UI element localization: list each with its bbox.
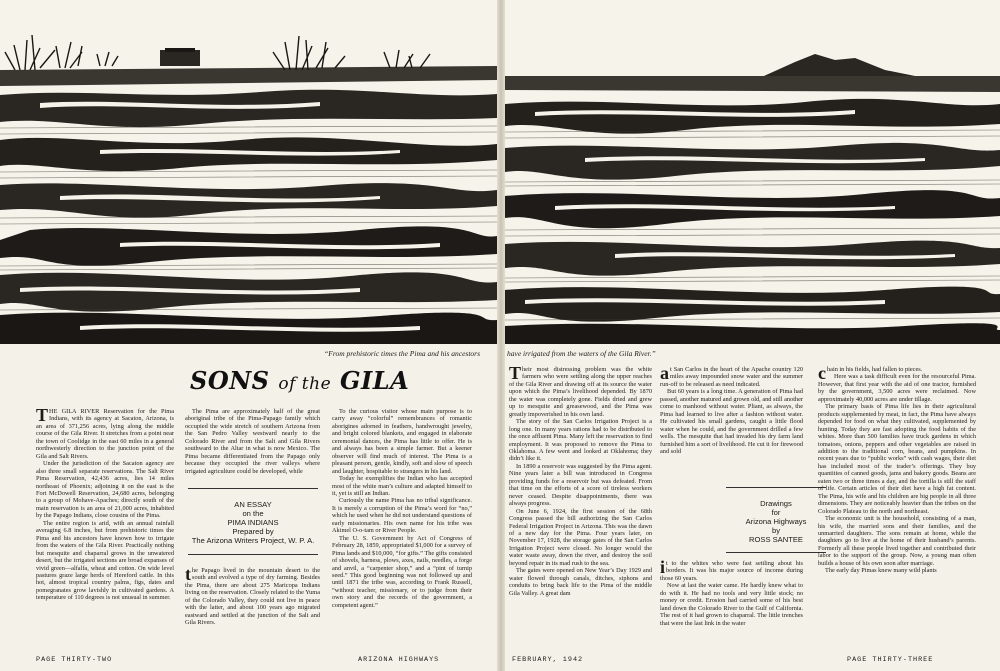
paragraph: the Papago lived in the mountain desert to the south and evolved a type of dry farming. Besides the Pima, there are about 275 Maricopa Indians living on the reservation. Closely related to the Yuma of the Colorado Valley, they could not live in peace with the latter, and about 100 years ago migrated eastward and settled at the junction of the Salt and Gila Rivers. xyxy=(185,564,320,627)
paragraph: The gates were opened on New Year’s Day 1929 and water flowed through canals, ditches, siphons and conduits to bring back life to the Pima of the middle Gila Valley. A great dam xyxy=(509,567,652,597)
credit-label: Arizona Highways xyxy=(745,517,807,526)
paragraph: The economic unit is the household, consisting of a man, his wife, the married sons and their families, and the unmarried daughters. The sons remain at home, while the daughters go to live at the home of their husband’s parents. Formerly all these people lived together and contributed their labor to the support of the group. Now, a young man often builds a house of his own soon after marriage. xyxy=(818,515,976,567)
right-column-1 xyxy=(509,363,652,597)
divider xyxy=(188,488,318,489)
river-landscape-drawing-left xyxy=(0,0,497,344)
right-column-2-top xyxy=(660,363,803,455)
essay-label: PIMA INDIANS xyxy=(227,518,279,527)
paragraph: But 60 years is a long time. A generation of Pima had passed, another matured and grown old, and still another come to manhood without water. Pliant, as always, the Pima had learned to live after a fashion without water. He cultivated his small gardens, caught a little flood water when he could, and the government drilled a few wells. The mesquite that had invaded his dry farm land furnished him a sort of livelihood. He cut it for firewood and sold xyxy=(660,388,803,455)
title-word-of-the: of the xyxy=(278,374,332,394)
paragraph: The U. S. Government by Act of Congress of February 28, 1859, appropriated $1,000 for a survey of Pima lands and $10,000, “for gifts.” The gifts consisted of shovels, harness, plows, axes, nails, needles, a forge and anvil, a “carpenter shop,” and a “pint of turnip seed.” This good beginning was not followed up and until 1871 the tribe was, according to Frank Russell, “without teacher, missionary, or to judge from their own story and the records of the government, a competent agent.” xyxy=(332,534,472,609)
paragraph: Here was a task difficult even for the resourceful Pima. However, that first year with the aid of one tractor, furnished by the government, 3,500 acres were reclaimed. Now approximately 40,000 acres are under tillage. xyxy=(818,373,976,403)
credit-label: by xyxy=(771,526,781,535)
divider xyxy=(726,552,826,553)
essay-label: Prepared by xyxy=(232,527,274,536)
paragraph: at San Carlos in the heart of the Apache country 120 miles away impounded snow water and the summer run-off to be released as need indicated. xyxy=(660,363,803,388)
left-column-1 xyxy=(36,405,174,602)
landscape-illustration-left xyxy=(0,0,497,344)
title-word-gila: GILA xyxy=(340,366,410,395)
right-column-3 xyxy=(818,363,976,575)
divider xyxy=(188,554,318,555)
right-column-2-bottom xyxy=(660,557,803,627)
paragraph: Today he exemplifies the Indian who has accepted most of the white man’s culture and adapted himself to it, yet is still an Indian. xyxy=(332,475,472,497)
essay-label: The Arizona Writers Project, W. P. A. xyxy=(191,536,315,545)
essay-label: AN ESSAY xyxy=(234,500,272,509)
illustration-credit-box xyxy=(721,487,831,553)
magazine-name: ARIZONA HIGHWAYS xyxy=(358,656,440,664)
paragraph: The early day Pimas knew many wild plants xyxy=(825,567,937,575)
left-column-3 xyxy=(332,408,472,609)
paragraph: Curiously the name Pima has no tribal significance. It is merely a corruption of the Pima’s word for “no,” which he used when he did not understand questions of early missionaries. His own name for his tribe was Akimel O-o-tam or River People. xyxy=(332,497,472,535)
illustration-caption-left: “From prehistoric times the Pima and his ancestors xyxy=(324,349,480,358)
illustration-caption-right: have irrigated from the waters of the Gila River.” xyxy=(507,349,656,358)
page-number-left: PAGE THIRTY-TWO xyxy=(36,656,113,664)
page-number-right: PAGE THIRTY-THREE xyxy=(847,656,934,664)
river-landscape-drawing-right xyxy=(505,0,1000,344)
issue-date: FEBRUARY, 1942 xyxy=(512,656,584,664)
divider xyxy=(726,487,826,488)
paragraph: The Pima are approximately half of the great aboriginal tribe of the Pima-Papago family which occupied the wide stretch of southern Arizona from the San Pedro Valley westward nearly to the Colorado River and from the Salt and Gila Rivers southward to the Altar in what is now Mexico. The Pima became differentiated from the Papago only because they occupied the river valleys where irrigated agriculture could be developed, while xyxy=(185,408,320,475)
right-page xyxy=(502,0,1000,671)
paragraph: The primary basis of Pima life lies in their agricultural products supplemented by meat, in fact, the Pima have always depended for food on what they cultivated, supplemented by hunting. Today they are fast adopting the food habits of the whites. More than 500 families have truck gardens in which tomatoes, onions, peppers and other vegetables are raised in addition to the traditional corn, beans, and pumpkins. In recent years due to “public works” with cash wages, their diet has included most of the trader’s offerings. They buy quantities of canned goods, jams and bakery goods. Beans are eaten two or three times a day, and the tortilla is still the staff of life. Certain articles of their diet have a high fat content. The Pima, his wife and his children are big people in all three dimensions. They are noticeably heavier than the tribes on the Colorado Plateau to the north and northeast. xyxy=(818,403,976,515)
left-column-2-bottom xyxy=(185,564,320,627)
paragraph: The entire region is arid, with an annual rainfall averaging 6.8 inches, but from prehistoric times the Pima and his ancestors have known how to irrigate from the waters of the Gila River. Practically nothing but mesquite and chaparral grows in the unwatered desert, but the irrigated sections are broad expanses of vivid green—alfalfa, wheat and cotton. On wide level pastures graze large herds of Hereford cattle. In this hot, almost tropical country palms, figs, dates and pomegranates grow lavishly in cultivated gardens. A temperature of 110 degrees is not unusual in summer. xyxy=(36,519,174,602)
credit-label: Drawings xyxy=(760,499,792,508)
paragraph: THE GILA RIVER Reservation for the Pima Indians, with its agency at Sacaton, Arizona, is an area of 371,256 acres, lying along the middle course of the Gila River. It stretches from a point near the town of Coolidge in the east 60 miles in a general northwesterly direction to the junction point of the Gila and Salt Rivers. xyxy=(36,405,174,460)
paragraph: Now at last the water came. He hardly knew what to do with it. He had no tools and very little stock; no money or credit. Erosion had carried some of his best land down the Colorado River to the Gulf of California. The rest of it had grown to chaparral. The little trenches that were the last link in the water xyxy=(660,582,803,627)
credit-label: ROSS SANTEE xyxy=(748,535,803,544)
title-word-sons: SONS xyxy=(190,366,270,395)
paragraph: chain in his fields, had fallen to pieces. xyxy=(818,363,923,383)
paragraph: The story of the San Carlos Irrigation Project is a long one. In many years rations had to be distributed to the once affluent Pima. Many left the reservation to find employment. It was proposed to remove the Pima to Oklahoma. A few went and looked at Oklahoma; they didn’t like it. xyxy=(509,418,652,463)
paragraph: Their most distressing problem was the white farmers who were settling along the upper reaches of the Gila River and drawing off at its source the water upon which the Pima’s livelihood depended. By 1870 the water was completely gone. Fields dried and grew up to mesquite and greasewood, and the Pima was greatly impoverished in his own land. xyxy=(509,363,652,418)
landscape-illustration-right xyxy=(505,0,1000,344)
paragraph: In 1890 a reservoir was suggested by the Pima agent. Nine years later a bill was introduced in Congress providing funds for a reservoir but was defeated. From that time on the efforts of a score of tireless workers never ceased. Despite disappointments, there was always progress. xyxy=(509,462,652,508)
essay-label: on the xyxy=(242,509,264,518)
paragraph: Under the jurisdiction of the Sacaton agency are also three small separate reservations. The Salt River Pima Reservation, 42,436 acres, lies 14 miles northeast of Phoenix; adjoining it on the east is the Fort McDowell Reservation, 24,680 acres, belonging to a group of Mohave-Apaches; directly south of the main reservation is an area of 21,000 acres, inhabited by the Papago Indians, close cousins of the Pima. xyxy=(36,460,174,520)
article-title xyxy=(190,366,409,395)
left-column-2-top xyxy=(185,408,320,475)
paragraph: To the curious visitor whose main purpose is to carry away “colorful” remembrances of romantic aborigines adorned in feathers, handwrought jewelry, and bright colored blankets, and engaged in elaborate ceremonial dances, the Pima has little to offer. He is and always has been a simple farmer. But a keener observer will find much of interest. The Pima is a pleasant person, gentle, kindly, soft and slow of speech and laughter, hospitable to strangers in his land. xyxy=(332,408,472,475)
credit-label: for xyxy=(771,508,781,517)
paragraph: On June 6, 1924, the first session of the 68th Congress passed the bill authorizing the San Carlos Federal Irrigation Project in Arizona. This was the dawn of a new day for the Pima. Four years later, on November 17, 1928, the storage gates of the San Carlos Irrigation Project were closed. No longer would the water waste away, down the river, and destroy the soil beyond repair in its mad rush to the sea. xyxy=(509,507,652,567)
essay-credit-box xyxy=(183,488,323,555)
paragraph: it to the whites who were fast settling about his borders. It was his major source of income during those 60 years. xyxy=(660,557,803,582)
